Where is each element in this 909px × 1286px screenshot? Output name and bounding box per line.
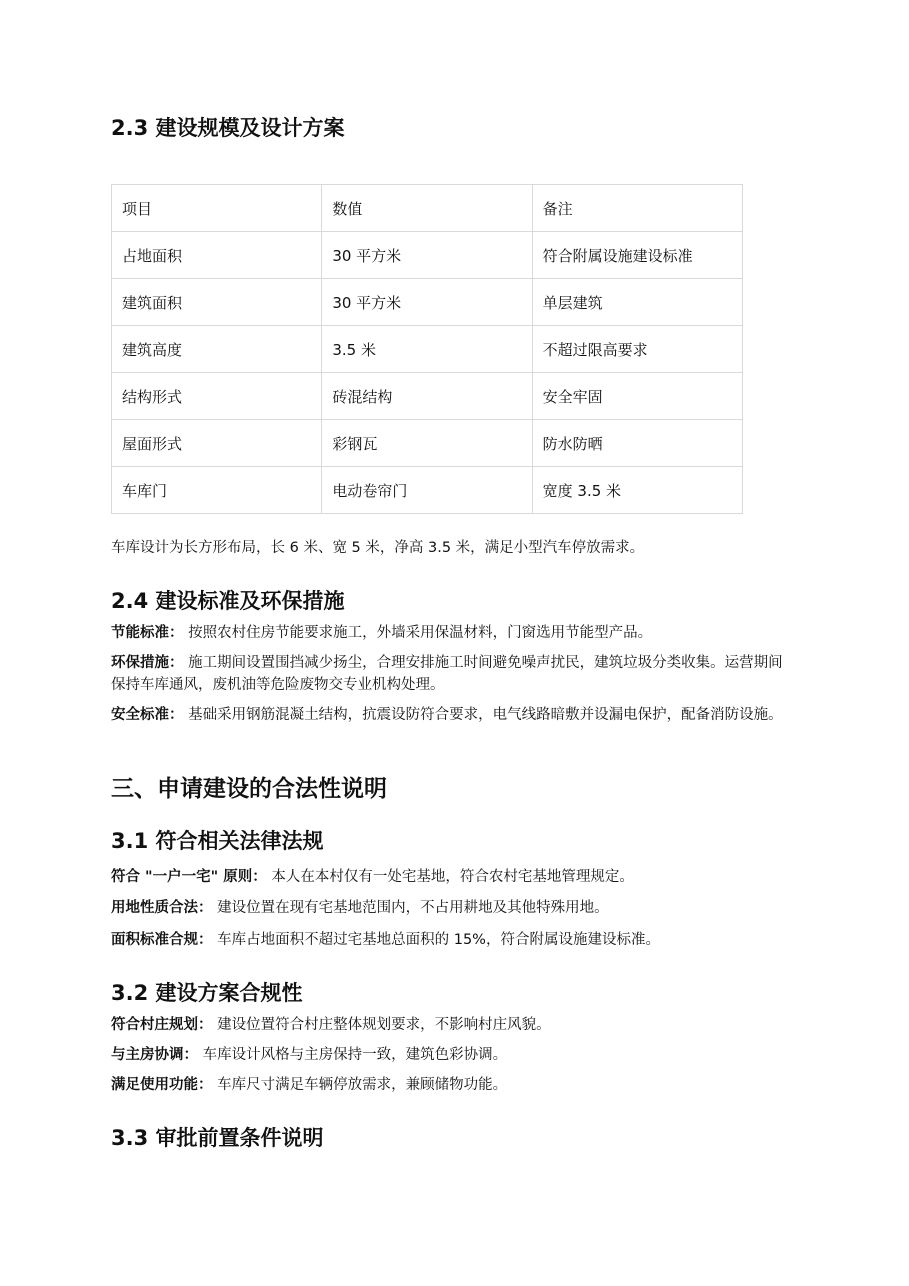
table-header-row: [112, 185, 743, 232]
table-row: [112, 232, 743, 279]
one-house-principle-paragraph: [111, 866, 789, 888]
item-text: 车库尺寸满足车辆停放需求，兼顾储物功能。: [217, 1077, 508, 1093]
table-cell: 建筑高度: [112, 326, 322, 373]
section-3-title: 三、申请建设的合法性说明: [111, 776, 387, 802]
table-cell: 防水防晒: [532, 420, 742, 467]
function-paragraph: [111, 1074, 789, 1096]
table-header-cell: 项目: [112, 185, 322, 232]
item-text: 建设位置符合村庄整体规划要求，不影响村庄风貌。: [217, 1017, 551, 1033]
section-2-3-title: 2.3 建设规模及设计方案: [111, 116, 345, 140]
table-cell: 电动卷帘门: [322, 467, 532, 514]
table-cell: 符合附属设施建设标准: [532, 232, 742, 279]
item-label: 面积标准合规：: [111, 932, 213, 948]
environment-measures-paragraph: [111, 652, 789, 696]
safety-standard-paragraph: [111, 704, 789, 726]
section-2-4-title: 2.4 建设标准及环保措施: [111, 589, 345, 613]
table-header-cell: 数值: [322, 185, 532, 232]
land-use-paragraph: [111, 897, 789, 919]
item-label: 符合 "一户一宅" 原则：: [111, 869, 267, 885]
item-text: 施工期间设置围挡减少扬尘，合理安排施工时间避免噪声扰民，建筑垃圾分类收集。运营期间保持车库通风，废机油等危险废物交专业机构处理。: [111, 655, 783, 693]
village-plan-paragraph: [111, 1014, 789, 1036]
item-label: 用地性质合法：: [111, 900, 213, 916]
item-label: 安全标准：: [111, 707, 184, 723]
table-row: [112, 326, 743, 373]
item-label: 符合村庄规划：: [111, 1017, 213, 1033]
table-cell: 结构形式: [112, 373, 322, 420]
item-text: 车库设计风格与主房保持一致，建筑色彩协调。: [202, 1047, 508, 1063]
table-cell: 3.5 米: [322, 326, 532, 373]
table-row: [112, 467, 743, 514]
area-standard-paragraph: [111, 929, 789, 951]
energy-standard-paragraph: [111, 622, 789, 644]
item-text: 基础采用钢筋混凝土结构，抗震设防符合要求，电气线路暗敷并设漏电保护，配备消防设施。: [188, 707, 783, 723]
table-cell: 占地面积: [112, 232, 322, 279]
item-text: 本人在本村仅有一处宅基地，符合农村宅基地管理规定。: [271, 869, 634, 885]
section-3-3-title: 3.3 审批前置条件说明: [111, 1126, 324, 1150]
layout-note: 车库设计为长方形布局，长 6 米、宽 5 米，净高 3.5 米，满足小型汽车停放需求。: [111, 540, 645, 556]
table-cell: 车库门: [112, 467, 322, 514]
section-3-2-title: 3.2 建设方案合规性: [111, 981, 303, 1005]
section-3-1-title: 3.1 符合相关法律法规: [111, 829, 324, 853]
table-cell: 30 平方米: [322, 232, 532, 279]
table-row: [112, 279, 743, 326]
item-label: 环保措施：: [111, 655, 184, 671]
table-cell: 单层建筑: [532, 279, 742, 326]
table-cell: 不超过限高要求: [532, 326, 742, 373]
table-cell: 建筑面积: [112, 279, 322, 326]
item-text: 建设位置在现有宅基地范围内，不占用耕地及其他特殊用地。: [217, 900, 609, 916]
table-cell: 屋面形式: [112, 420, 322, 467]
table-row: [112, 373, 743, 420]
item-label: 与主房协调：: [111, 1047, 198, 1063]
main-house-coordination-paragraph: [111, 1044, 789, 1066]
table-cell: 彩钢瓦: [322, 420, 532, 467]
table-cell: 30 平方米: [322, 279, 532, 326]
item-text: 车库占地面积不超过宅基地总面积的 15%，符合附属设施建设标准。: [217, 932, 660, 948]
item-label: 满足使用功能：: [111, 1077, 213, 1093]
item-label: 节能标准：: [111, 625, 184, 641]
table-header-cell: 备注: [532, 185, 742, 232]
table-cell: 砖混结构: [322, 373, 532, 420]
item-text: 按照农村住房节能要求施工，外墙采用保温材料，门窗选用节能型产品。: [188, 625, 653, 641]
table-row: [112, 420, 743, 467]
table-cell: 宽度 3.5 米: [532, 467, 742, 514]
table-cell: 安全牢固: [532, 373, 742, 420]
design-table: [111, 184, 743, 514]
